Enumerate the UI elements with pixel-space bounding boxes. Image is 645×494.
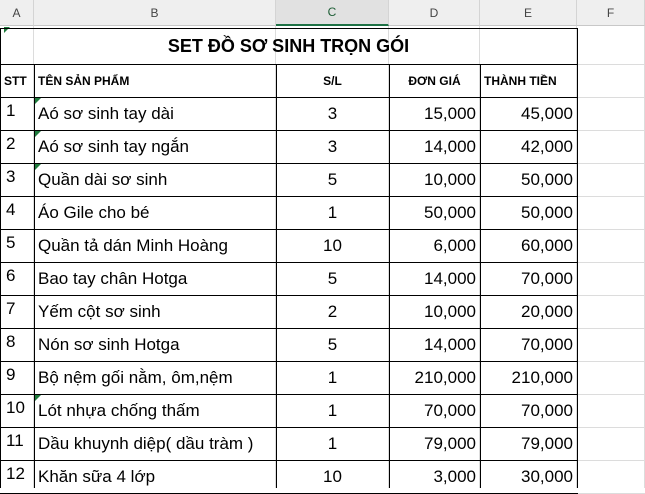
cell-unit-price[interactable]: 14,000 xyxy=(424,136,476,156)
cell-quantity[interactable]: 1 xyxy=(327,367,338,387)
cell-product-name[interactable]: Quần tả dán Minh Hoàng xyxy=(38,235,228,255)
cell-quantity[interactable]: 1 xyxy=(327,202,338,222)
table-border xyxy=(0,229,578,230)
column-header-e[interactable]: E xyxy=(480,0,577,26)
header-total[interactable]: THÀNH TIỀN xyxy=(484,73,557,88)
cell-total[interactable]: 210,000 xyxy=(511,367,573,387)
table-border xyxy=(0,163,578,164)
cell-quantity[interactable]: 2 xyxy=(327,301,338,321)
table-border xyxy=(276,64,277,488)
cell-unit-price[interactable]: 14,000 xyxy=(424,268,476,288)
table-border xyxy=(480,64,481,488)
cell-unit-price[interactable]: 70,000 xyxy=(424,400,476,420)
cell-stt[interactable]: 6 xyxy=(6,266,16,285)
cell-total[interactable]: 60,000 xyxy=(521,235,573,255)
column-header-a[interactable]: A xyxy=(0,0,34,26)
cell-indicator-icon xyxy=(35,395,41,401)
cell-quantity[interactable]: 3 xyxy=(327,103,338,123)
cell-stt[interactable]: 2 xyxy=(6,134,16,153)
cell-unit-price[interactable]: 3,000 xyxy=(433,466,476,486)
header-qty[interactable]: S/L xyxy=(323,73,342,88)
table-border xyxy=(0,394,578,395)
table-row xyxy=(0,163,577,196)
cell-total[interactable]: 50,000 xyxy=(521,169,573,189)
table-row xyxy=(0,460,577,493)
cell-total[interactable]: 30,000 xyxy=(521,466,573,486)
cell-stt[interactable]: 9 xyxy=(6,365,16,384)
table-row xyxy=(0,427,577,460)
cell-quantity[interactable]: 10 xyxy=(323,235,342,255)
cell-product-name[interactable]: Yếm cột sơ sinh xyxy=(38,301,161,321)
cell-unit-price[interactable]: 79,000 xyxy=(424,433,476,453)
cell-product-name[interactable]: Aó sơ sinh tay ngắn xyxy=(38,136,190,156)
cell-stt[interactable]: 10 xyxy=(6,398,25,417)
table-border xyxy=(0,295,578,296)
cell-quantity[interactable]: 1 xyxy=(327,433,338,453)
table-border xyxy=(389,64,390,488)
cell-stt[interactable]: 3 xyxy=(6,167,16,186)
cell-stt[interactable]: 7 xyxy=(6,299,16,318)
cell-stt[interactable]: 11 xyxy=(6,431,24,450)
cell-indicator-icon xyxy=(35,164,41,170)
cell-stt[interactable]: 5 xyxy=(6,233,16,252)
header-price[interactable]: ĐƠN GIÁ xyxy=(408,73,461,88)
sheet-title[interactable]: SET ĐỒ SƠ SINH TRỌN GÓI xyxy=(167,35,410,56)
cell-unit-price[interactable]: 15,000 xyxy=(424,103,476,123)
table-border xyxy=(577,28,578,488)
cell-quantity[interactable]: 5 xyxy=(327,334,338,354)
column-header-b[interactable]: B xyxy=(34,0,276,26)
cell-total[interactable]: 70,000 xyxy=(521,400,573,420)
cell-indicator-icon xyxy=(35,131,41,137)
cell-product-name[interactable]: Khăn sữa 4 lớp xyxy=(38,466,156,486)
table-border xyxy=(34,64,35,488)
cell-unit-price[interactable]: 14,000 xyxy=(424,334,476,354)
cell-total[interactable]: 50,000 xyxy=(521,202,573,222)
cell-product-name[interactable]: Quần dài sơ sinh xyxy=(38,169,168,189)
cell-product-name[interactable]: Áo Gile cho bé xyxy=(38,202,150,222)
table-border xyxy=(0,130,578,131)
cell-stt[interactable]: 8 xyxy=(6,332,16,351)
table-border xyxy=(0,97,578,98)
table-row xyxy=(0,229,577,262)
table-border xyxy=(0,28,1,488)
cell-quantity[interactable]: 5 xyxy=(327,268,338,288)
table-row xyxy=(0,262,577,295)
table-border xyxy=(0,460,578,461)
cell-total[interactable]: 70,000 xyxy=(521,268,573,288)
table-row xyxy=(0,196,577,229)
cell-indicator-icon xyxy=(35,98,41,104)
table-row xyxy=(0,394,577,427)
cell-product-name[interactable]: Dầu khuynh diệp( dầu tràm ) xyxy=(38,433,254,453)
cell-total[interactable]: 45,000 xyxy=(521,103,573,123)
cell-product-name[interactable]: Aó sơ sinh tay dài xyxy=(38,103,174,123)
cell-stt[interactable]: 4 xyxy=(6,200,16,219)
cell-quantity[interactable]: 1 xyxy=(327,400,338,420)
cell-quantity[interactable]: 10 xyxy=(323,466,342,486)
table-border xyxy=(0,262,578,263)
table-border xyxy=(0,28,578,29)
table-border xyxy=(0,328,578,329)
cell-total[interactable]: 20,000 xyxy=(521,301,573,321)
table-border xyxy=(0,427,578,428)
cell-unit-price[interactable]: 10,000 xyxy=(424,301,476,321)
cell-stt[interactable]: 1 xyxy=(6,101,16,120)
table-border xyxy=(0,361,578,362)
cell-unit-price[interactable]: 10,000 xyxy=(424,169,476,189)
cell-unit-price[interactable]: 50,000 xyxy=(424,202,476,222)
header-name[interactable]: TÊN SẢN PHẨM xyxy=(38,73,130,88)
cell-product-name[interactable]: Lót nhựa chống thấm xyxy=(38,400,200,420)
table-border xyxy=(0,196,578,197)
cell-total[interactable]: 70,000 xyxy=(521,334,573,354)
table-row xyxy=(0,295,577,328)
table-border xyxy=(0,64,578,65)
cell-product-name[interactable]: Bao tay chân Hotga xyxy=(38,268,188,288)
cell-total[interactable]: 79,000 xyxy=(521,433,573,453)
table-row xyxy=(0,97,577,130)
cell-product-name[interactable]: Bộ nệm gối nằm, ôm,nệm xyxy=(38,367,233,387)
cell-unit-price[interactable]: 6,000 xyxy=(433,235,476,255)
cell-quantity[interactable]: 5 xyxy=(327,169,338,189)
cell-stt[interactable]: 12 xyxy=(6,464,25,483)
cell-quantity[interactable]: 3 xyxy=(327,136,338,156)
table-row xyxy=(0,130,577,163)
table-row xyxy=(0,328,577,361)
cell-total[interactable]: 42,000 xyxy=(521,136,573,156)
table-row xyxy=(0,361,577,394)
column-header-f[interactable]: F xyxy=(577,0,645,26)
column-header-d[interactable]: D xyxy=(389,0,480,26)
cell-unit-price[interactable]: 210,000 xyxy=(414,367,476,387)
header-stt[interactable]: STT xyxy=(4,73,27,88)
cell-product-name[interactable]: Nón sơ sinh Hotga xyxy=(38,334,180,354)
column-header-c[interactable]: C xyxy=(276,0,389,26)
